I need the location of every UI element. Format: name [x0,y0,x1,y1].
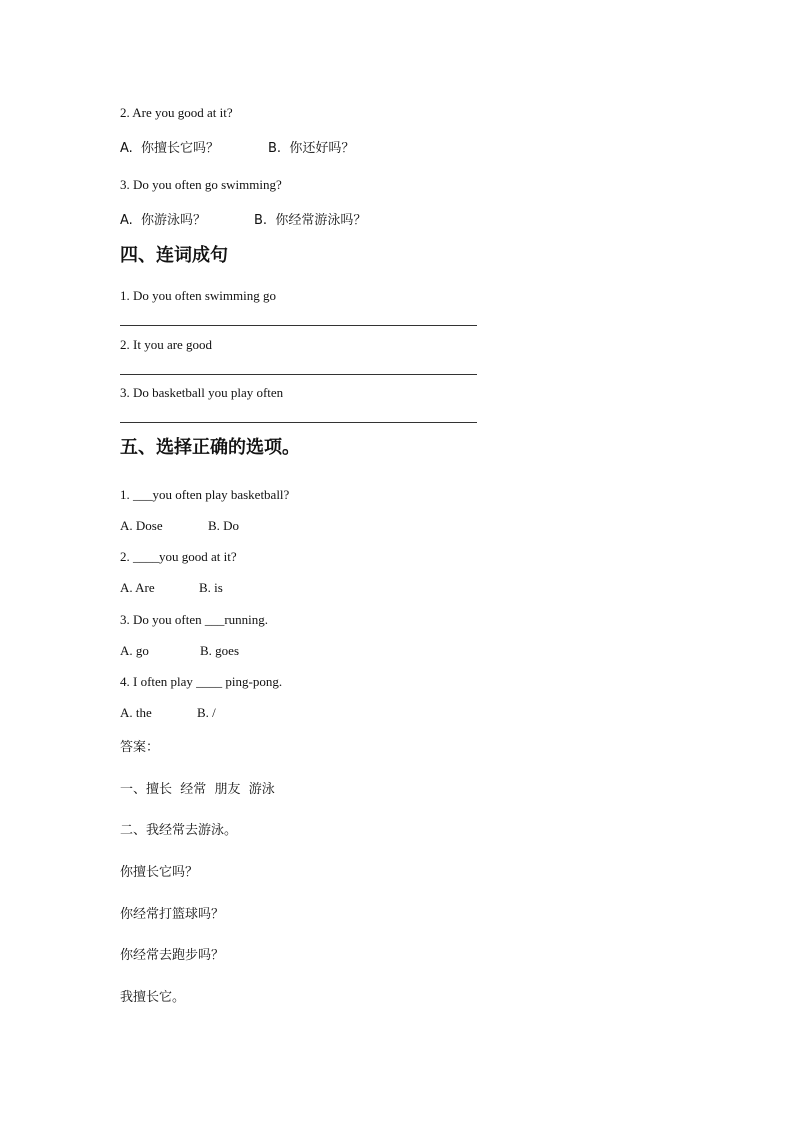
choice-4-option-a: A. the [120,705,152,720]
sentence-item-3: 3. Do basketball you play often [120,385,284,400]
question-2-option-a: A. 你擅长它吗？ [120,141,220,156]
choice-1-option-a: A. Dose [120,518,163,533]
answer-line-section-1: 一、擅长 经常 朋友 游泳 [120,782,275,797]
sentence-item-1: 1. Do you often swimming go [120,288,276,303]
answer-line-4: 你经常打篮球吗？ [120,907,225,922]
answer-line-6: 我擅长它。 [120,990,186,1005]
choice-question-2: 2. ____you good at it? [120,549,237,564]
answer-line-2 [120,374,477,375]
choice-question-4: 4. I often play ____ ping-pong. [120,674,283,689]
question-3-option-a: A. 你游泳吗？ [120,213,207,228]
choice-question-1: 1. ___you often play basketball? [120,487,290,502]
question-2-option-b: B. 你还好吗？ [268,141,355,156]
sentence-item-2: 2. It you are good [120,337,213,352]
choice-3-option-b: B. goes [200,643,239,658]
choice-2-option-b: B. is [199,580,223,595]
section-5-heading: 五、选择正确的选项。 [120,437,300,458]
choice-2-option-a: A. Are [120,580,155,595]
answer-line-1 [120,325,477,326]
question-3-option-b: B. 你经常游泳吗？ [254,213,367,228]
answer-line-3: 你擅长它吗？ [120,865,199,880]
answers-label: 答案： [120,740,160,755]
question-3-text: 3. Do you often go swimming? [120,177,282,192]
choice-3-option-a: A. go [120,643,149,658]
question-2-text: 2. Are you good at it? [120,105,233,120]
choice-4-option-b: B. / [197,705,216,720]
choice-1-option-b: B. Do [208,518,240,533]
answer-line-5: 你经常去跑步吗？ [120,948,225,963]
answer-line-section-2: 二、我经常去游泳。 [120,823,238,838]
section-4-heading: 四、连词成句 [120,245,228,266]
choice-question-3: 3. Do you often ___running. [120,612,269,627]
answer-line-3 [120,422,477,423]
